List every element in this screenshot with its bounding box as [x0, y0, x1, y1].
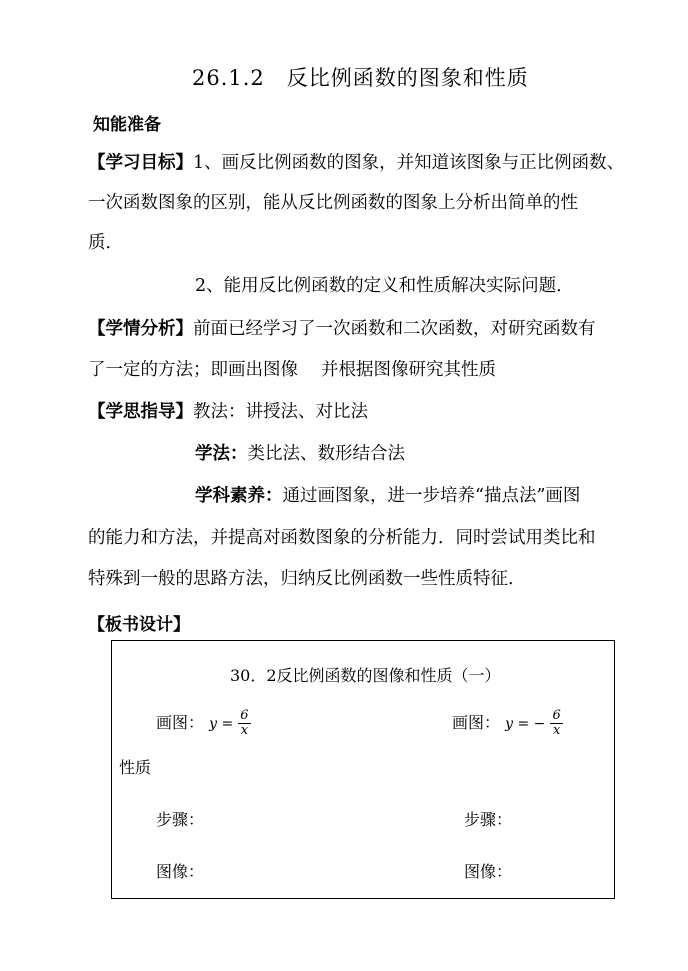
- eq-right-denominator: x: [552, 723, 561, 738]
- goals-label: 【学习目标】: [88, 153, 193, 173]
- draw-right-label: 画图：: [452, 713, 501, 732]
- guide-line-literacy-3: 特殊到一般的思路方法，归纳反比例函数一些性质特征．: [88, 569, 526, 589]
- eq-left-denominator: x: [240, 723, 249, 738]
- analysis-line-1: [88, 319, 596, 339]
- eq-right-numerator: 6: [552, 708, 561, 723]
- section-heading-prep: 知能准备: [93, 115, 161, 135]
- guide-line-literacy-1: [195, 486, 580, 506]
- guide-label: 【学思指导】: [88, 402, 193, 422]
- guide-teach: 教法：讲授法、对比法: [193, 402, 368, 422]
- eq-left-lhs: y =: [209, 716, 234, 732]
- board-heading: 30．2反比例函数的图像和性质（一）: [230, 666, 501, 685]
- guide-literacy-text-1: 通过画图象，进一步培养“描点法”画图: [282, 486, 581, 506]
- goals-line-1: [88, 153, 624, 173]
- analysis-text-1: 前面已经学习了一次函数和二次函数，对研究函数有: [193, 319, 596, 339]
- board-draw-right: [452, 709, 563, 738]
- analysis-line-2: 了一定的方法；即画出图像 并根据图像研究其性质: [88, 360, 497, 380]
- page-title: 26.1.2 反比例函数的图象和性质: [192, 66, 529, 90]
- board-graph-left: 图像：: [156, 862, 205, 881]
- board-label: 【板书设计】: [88, 615, 190, 635]
- guide-line-learn: [195, 444, 405, 464]
- guide-learn-label: 学法：: [195, 444, 248, 464]
- board-design-box: [111, 640, 615, 899]
- board-steps-left: 步骤：: [156, 810, 205, 829]
- eq-right-lhs: y = −: [505, 716, 546, 732]
- goals-line-3: 质．: [88, 233, 123, 253]
- draw-left-label: 画图：: [156, 713, 205, 732]
- goals-line-2: 一次函数图象的区别，能从反比例函数的图象上分析出简单的性: [88, 193, 578, 213]
- board-draw-left: [156, 709, 251, 738]
- guide-line-teach: [88, 402, 368, 422]
- eq-right-fraction: [550, 709, 562, 738]
- board-properties: 性质: [119, 758, 152, 777]
- board-graph-right: 图像：: [464, 862, 513, 881]
- guide-learn-text: 类比法、数形结合法: [247, 444, 405, 464]
- eq-left-numerator: 6: [240, 708, 249, 723]
- goals-line-4: 2、能用反比例函数的定义和性质解决实际问题．: [195, 276, 574, 296]
- eq-left-fraction: [238, 709, 250, 738]
- board-steps-right: 步骤：: [464, 810, 513, 829]
- goals-text-1: 1、画反比例函数的图象，并知道该图象与正比例函数、: [193, 153, 625, 173]
- guide-literacy-label: 学科素养：: [195, 486, 283, 506]
- guide-line-literacy-2: 的能力和方法，并提高对函数图象的分析能力．同时尝试用类比和: [88, 528, 596, 548]
- analysis-label: 【学情分析】: [88, 319, 193, 339]
